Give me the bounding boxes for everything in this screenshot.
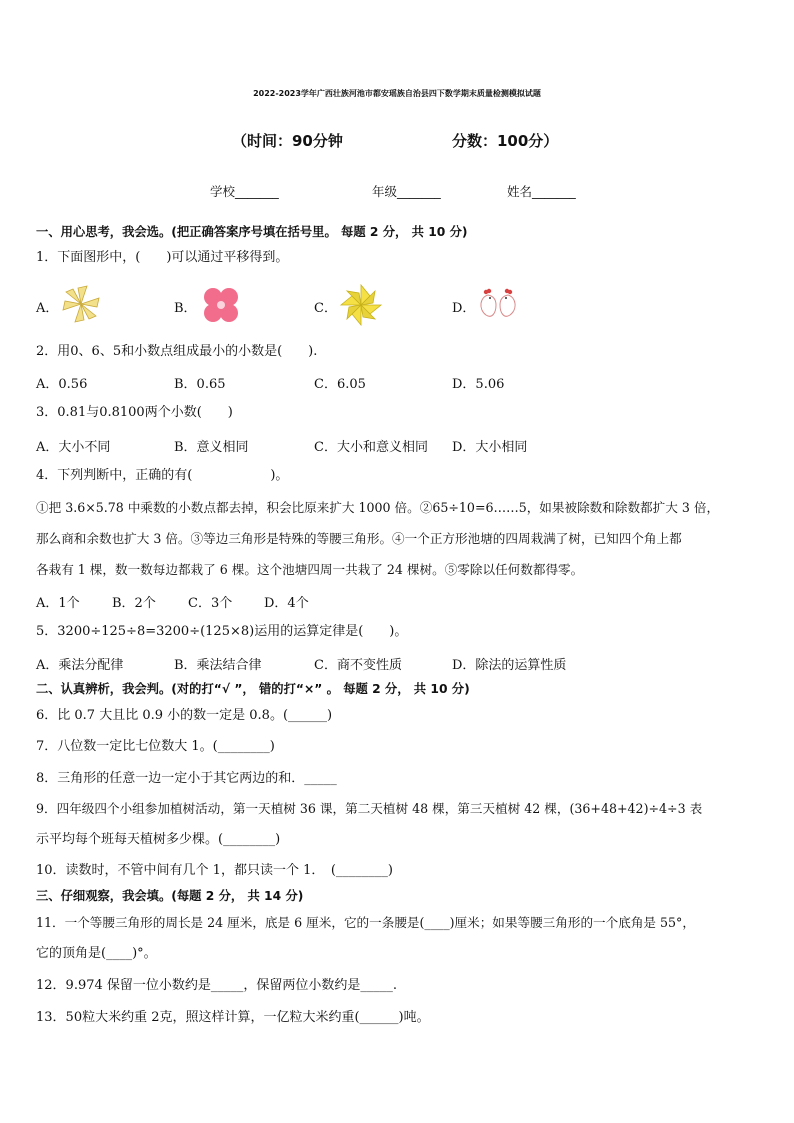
question-1: 1．下面图形中，( )可以通过平移得到。 [36,250,289,265]
q1-option-a: A． [36,301,59,316]
question-3: 3．0.81与0.8100两个小数( ) [36,405,233,420]
q4-statement-line-2: 那么商和余数也扩大 3 倍。③等边三角形是特殊的等腰三角形。④一个正方形池塘的四周栽满了树，已知四个角上都 [36,531,682,546]
question-10: 10．读数时，不管中间有几个 1，都只读一个 1． (________) [36,863,393,878]
q2-option-c: C．6.05 [314,377,366,392]
question-11-line-2: 它的顶角是(____)°。 [36,946,157,961]
q1-option-b: B． [174,301,197,316]
q4-option-b: B．2个 [112,596,156,611]
q5-option-d: D．除法的运算性质 [452,658,567,673]
q5-option-b: B．乘法结合律 [174,658,262,673]
exam-score: 分数：100分） [452,132,559,150]
section-2-heading: 二、认真辨析，我会判。(对的打“√ ”， 错的打“×” 。 每题 2 分， 共 10 分) [36,682,470,696]
q4-statement-line-3: 各栽有 1 棵，数一数每边都栽了 6 棵。这个池塘四周一共栽了 24 棵树。⑤零除以任何数都得零。 [36,562,584,577]
section-3-heading: 三、仔细观察，我会填。(每题 2 分， 共 14 分) [36,889,304,903]
pinwheel-icon [60,283,102,325]
question-6: 6．比 0.7 大且比 0.9 小的数一定是 0.8。(______) [36,708,333,723]
q4-option-a: A．1个 [36,596,80,611]
q3-option-b: B．意义相同 [174,440,249,455]
q2-option-b: B．0.65 [174,377,226,392]
exam-time: （时间：90分钟 [232,132,343,150]
q4-option-d: D．4个 [264,596,309,611]
q2-option-a: A．0.56 [36,377,88,392]
name-field: 姓名_______ [507,184,576,199]
q1-option-d: D． [452,301,476,316]
q3-option-d: D．大小相同 [452,440,528,455]
question-9-line-2: 示平均每个班每天植树多少棵。(________) [36,832,281,847]
chicks-icon [474,287,522,321]
question-5: 5．3200÷125÷8=3200÷(125×8)运用的运算定律是( )。 [36,624,408,639]
q5-option-a: A．乘法分配律 [36,658,124,673]
question-2: 2．用0、6、5和小数点组成最小的小数是( ). [36,344,318,359]
q5-option-c: C．商不变性质 [314,658,402,673]
question-7: 7．八位数一定比七位数大 1。(________) [36,739,275,754]
page-title: 2022-2023学年广西壮族河池市都安瑶族自治县四下数学期末质量检测模拟试题 [253,89,541,98]
q2-option-d: D．5.06 [452,377,505,392]
question-4: 4．下列判断中，正确的有( )。 [36,468,289,483]
question-13: 13．50粒大米约重 2克，照这样计算，一亿粒大米约重(______)吨。 [36,1010,430,1025]
flower-icon [200,284,242,326]
q3-option-a: A．大小不同 [36,440,111,455]
q3-option-c: C．大小和意义相同 [314,440,428,455]
q4-option-c: C．3个 [188,596,233,611]
grade-field: 年级_______ [372,184,441,199]
school-field: 学校_______ [210,184,279,199]
question-12: 12．9.974 保留一位小数约是_____，保留两位小数约是_____. [36,978,398,993]
question-11-line-1: 11．一个等腰三角形的周长是 24 厘米，底是 6 厘米，它的一条腰是(____)厘米；如果等腰三角形的一个底角是 55°， [36,915,695,930]
question-8: 8．三角形的任意一边一定小于其它两边的和．_____ [36,771,337,786]
section-1-heading: 一、用心思考，我会选。(把正确答案序号填在括号里。 每题 2 分， 共 10 分) [36,225,468,239]
question-9-line-1: 9．四年级四个小组参加植树活动，第一天植树 36 课，第二天植树 48 棵，第三天植树 42 棵，(36+48+42)÷4÷3 表 [36,801,703,816]
q4-statement-line-1: ①把 3.6×5.78 中乘数的小数点都去掉，积会比原来扩大 1000 倍。②65÷10=6……5，如果被除数和除数都扩大 3 倍， [36,500,720,515]
q1-option-c: C． [314,301,337,316]
windmill-icon [339,283,383,327]
